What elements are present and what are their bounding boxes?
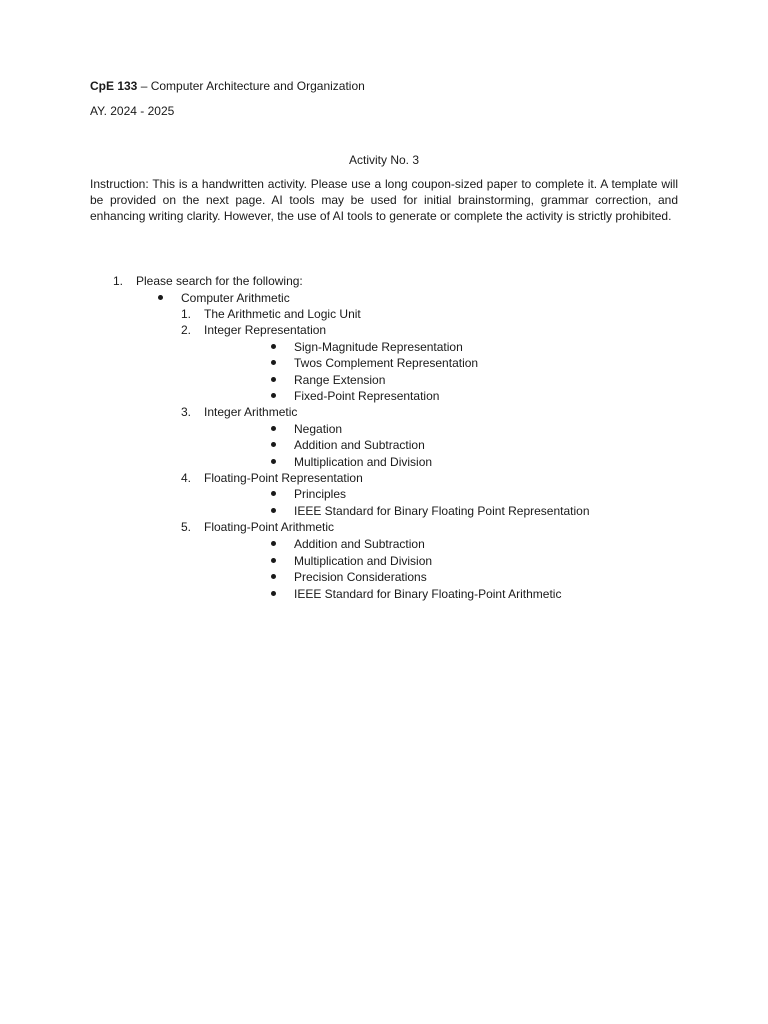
bullet-icon	[271, 491, 276, 496]
section-title: Integer Representation	[204, 323, 327, 337]
bullet-icon	[271, 508, 276, 513]
subtopic-item: Twos Complement Representation	[294, 356, 479, 370]
section-title: Integer Arithmetic	[204, 405, 298, 419]
subtopic-item: Principles	[294, 487, 347, 501]
bullet-icon	[271, 377, 276, 382]
bullet-icon	[271, 344, 276, 349]
topic-label: Computer Arithmetic	[181, 291, 290, 305]
section-title: Floating-Point Representation	[204, 471, 363, 485]
subtopic-item: Range Extension	[294, 373, 386, 387]
bullet-icon	[271, 591, 276, 596]
course-code: CpE 133	[90, 79, 138, 93]
bullet-icon	[158, 295, 163, 300]
section-title: Floating-Point Arithmetic	[204, 520, 335, 534]
course-separator: –	[137, 79, 151, 93]
course-title: Computer Architecture and Organization	[150, 79, 365, 93]
subtopic-item: IEEE Standard for Binary Floating-Point Arithmetic	[294, 587, 562, 601]
course-heading	[90, 78, 365, 94]
instruction-paragraph: Instruction: This is a handwritten activity. Please use a long coupon-sized paper to complete it. A template will be provided on the next page. AI tools may be used for initial brainstorming, grammar correction, and enhancing writing clarity. However, the use of AI tools to generate or complete the activity is strictly prohibited.	[90, 177, 678, 223]
subtopic-item: IEEE Standard for Binary Floating Point Representation	[294, 504, 590, 518]
bullet-icon	[271, 459, 276, 464]
bullet-icon	[271, 574, 276, 579]
list-item-text: Please search for the following:	[136, 274, 303, 288]
subtopic-item: Sign-Magnitude Representation	[294, 340, 463, 354]
subtopic-item: Precision Considerations	[294, 570, 427, 584]
subtopic-item: Multiplication and Division	[294, 455, 433, 469]
list-number: 1.	[113, 274, 124, 288]
bullet-icon	[271, 426, 276, 431]
academic-year: AY. 2024 - 2025	[90, 104, 175, 118]
bullet-icon	[271, 393, 276, 398]
bullet-icon	[271, 558, 276, 563]
subtopic-item: Negation	[294, 422, 343, 436]
section-number: 1.	[181, 307, 192, 321]
subtopic-item: Fixed-Point Representation	[294, 389, 440, 403]
bullet-icon	[271, 442, 276, 447]
subtopic-item: Addition and Subtraction	[294, 537, 425, 551]
section-number: 2.	[181, 323, 192, 337]
section-title: The Arithmetic and Logic Unit	[204, 307, 361, 321]
bullet-icon	[271, 360, 276, 365]
section-number: 5.	[181, 520, 192, 534]
activity-title: Activity No. 3	[348, 153, 420, 167]
section-number: 4.	[181, 471, 192, 485]
bullet-icon	[271, 541, 276, 546]
section-number: 3.	[181, 405, 192, 419]
subtopic-item: Addition and Subtraction	[294, 438, 425, 452]
subtopic-item: Multiplication and Division	[294, 554, 433, 568]
